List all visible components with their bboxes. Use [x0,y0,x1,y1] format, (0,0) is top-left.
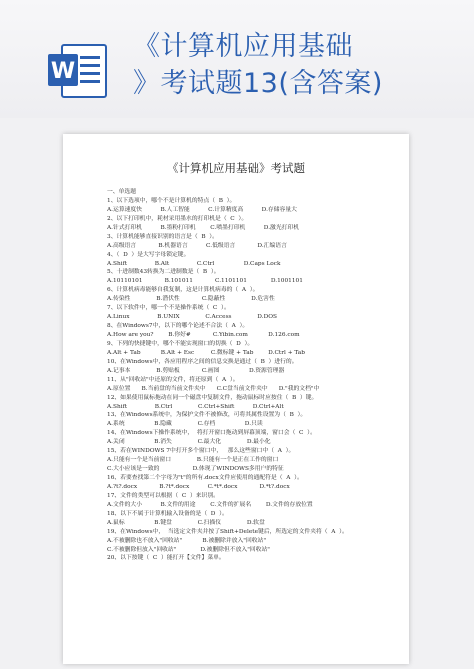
document-line: A.传染性 B.潜伏性 C.隐蔽性 D.危害性 [107,296,275,303]
document-line: A.Alt + Tab B.Alt + Esc C.微标键 + Tab D.Ctrl + Tab [107,349,305,356]
document-line: 2、以下打印机中，耗材采用墨水的打印机是（ C ）。 [107,215,248,222]
document-line: 13、在Windows系统中，为保护文件不被修改，可将其属性设置为（ B ）。 [107,412,307,419]
document-line: 17、文件的类型可以根据（ C ）来识别。 [107,492,219,499]
document-line: 7、以下软件中，哪一个不是操作系统（ C ）。 [107,305,230,312]
document-line: C.大小应该是一致的 D.体现了WINDOWS多用户的特征 [107,466,284,473]
document-line: 12、如果使用鼠标拖动在同一个磁盘中复制文件，拖动鼠标时应按住（ B ）键。 [107,394,318,401]
document-line: 4、（ D ）是大写字母锁定键。 [107,251,190,258]
document-line: A.?t?.docx B.?t*.docx C.*t*.docx D.*t?.docx [107,483,290,490]
document-line: 1、以下选项中，哪个不是计算机的特点（ B ）。 [107,197,236,204]
document-line: A.How are you? B.你好# C.Yibin.com D.126.com [107,332,300,338]
question-list [107,188,403,563]
document-line: A.运算速度快 B.人工智能 C.计算精度高 D.存储容量大 [107,206,297,213]
document-line: 3、计算机能够直接识别的语言是（ B ）。 [107,233,218,240]
document-line: A.针式打印机 B.墨粉打印机 C.喷墨打印机 D.激光打印机 [107,224,300,231]
document-line: A.关闭 B.消失 C.最大化 D.最小化 [107,439,271,446]
word-icon-letter: W [50,59,76,84]
document-line: 5、十进制数43转换为二进制数是（ B ）。 [107,269,220,276]
page-title-line-2: 》考试题13(含答案) [133,68,383,99]
document-line: A.Shift B.Ctrl C.Ctrl+Shift D.Ctrl+Alt [107,403,284,410]
document-line: 18、以下不属于计算机输入设备的是（ D ）。 [107,510,228,517]
document-line: 9、下列的快捷键中，哪个不能实现窗口的切换（ D ）。 [107,340,254,347]
page-title-line-1: 《计算机应用基础 [133,31,353,62]
document-line: A.Linux B.UNIX C.Access D.DOS [107,314,277,321]
document-line: A.Shift B.Alt C.Ctrl D.Caps Lock [107,260,281,267]
document-page [63,134,409,664]
document-line: A.系统 B.隐藏 C.存档 D.只读 [107,421,263,428]
document-line: A.文件的大小 B.文件的用途 C.文件的扩展名 D.文件的存放位置 [107,501,313,508]
document-line: A.不被删除也不放入"回收站" B.被删除并放入"回收站" [107,537,267,544]
document-line: A.鼠标 B.键盘 C.扫描仪 D.软盘 [107,519,265,526]
document-line: A.原位置 B.当前盘的当前文件夹中 C.C盘当前文件夹中 D."我的文档"中 [107,385,320,392]
document-line: 6、计算机病毒能够自我复制，这是计算机病毒的（ A ）。 [107,287,259,294]
document-line: A.高级语言 B.机器语言 C.低级语言 D.汇编语言 [107,242,287,249]
document-line: 11、从"回收站"中还原的文件，将还原到（ A ）。 [107,376,239,383]
word-document-icon [44,42,110,100]
document-line: 16、若要查找第二个字母为"t"的所有.docx文件应使用的通配符是（ A ）。 [107,475,303,481]
document-line: 10、在Windows中，各应用程序之间的信息交换是通过（ B ）进行的。 [107,358,298,365]
document-line: A.记事本 B.剪贴板 C.画图 D.资源管理器 [107,367,285,374]
document-line: C.不被删除但放入"回收站" D.被删除但不放入"回收站" [107,546,270,553]
document-line: 一、单选题 [107,189,136,195]
document-title: 《计算机应用基础》考试题 [167,161,305,175]
document-line: 20、以下按键（ C ）能打开【文件】菜单。 [107,555,225,562]
document-line: 8、在Windows7中，以下的哪个论述不合法（ A ）。 [107,323,249,330]
document-line: 14、在Windows下操作系统中， 将打开窗口拖动到屏幕顶端，窗口会（ C ）。 [107,430,316,437]
banner [0,0,474,118]
document-line: 19、在Windows中， 当选定文件夹并按了Shift+Delete键后，所选定的文件夹将（ A ）。 [107,528,348,535]
document-line: A.10110101 B.101011 C.1101101 D.1001101 [107,278,303,285]
document-line: A.只能有一个是当前窗口 B.只能有一个是正在工作的窗口 [107,457,279,464]
document-line: 15、若在WINDOWS 7中打开多个窗口中， 那么这些窗口中（ A ）。 [107,448,295,455]
